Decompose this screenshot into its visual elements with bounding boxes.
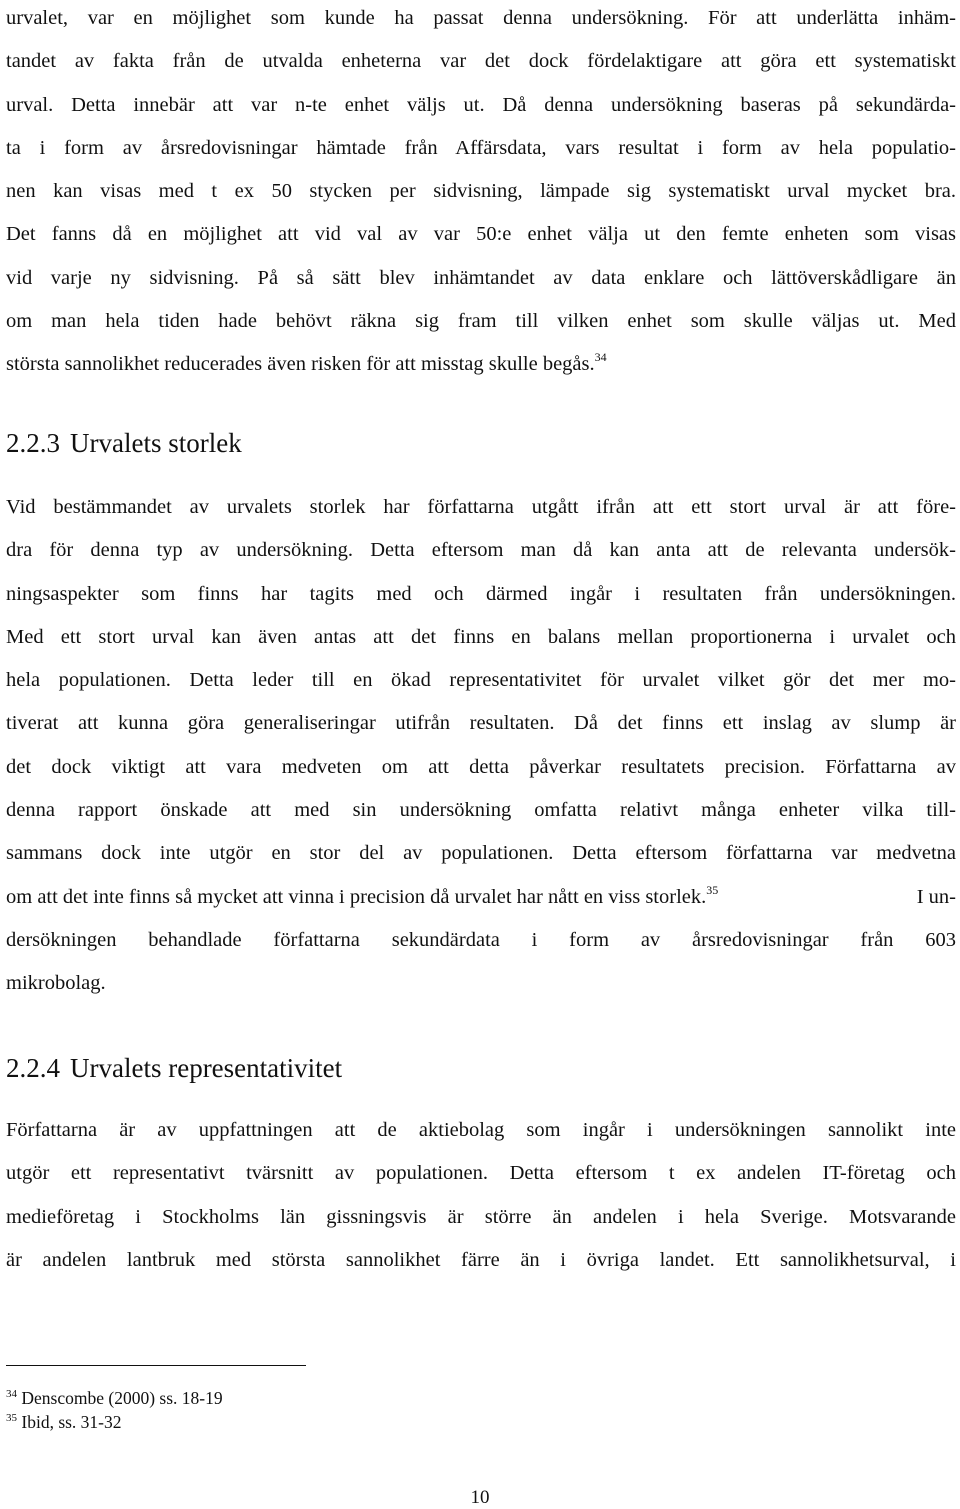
- text-line: om man hela tiden hade behövt räkna sig fram till vilken enhet som skulle väljas ut. Med: [6, 310, 956, 333]
- footnote-34: [6, 1388, 223, 1409]
- text-line: Det fanns då en möjlighet att vid val av var 50:e enhet välja ut den femte enheten som visas: [6, 223, 956, 246]
- paragraph-systematic-sampling: [6, 0, 956, 387]
- text-line: är andelen lantbruk med största sannolikhet färre än i övriga landet. Ett sannolikhetsurval, i: [6, 1248, 956, 1271]
- text-line: tiverat att kunna göra generaliseringar utifrån resultaten. Då det finns ett inslag av slump är: [6, 712, 956, 735]
- text-fragment-before-ref: om att det inte finns så mycket att vinna i precision då urvalet har nått en viss storlek.: [6, 885, 707, 908]
- text-line: ningsaspekter som finns har tagits med och därmed ingår i resultaten från undersökningen.: [6, 582, 956, 605]
- section-heading-2-2-4: [6, 1053, 342, 1084]
- text-line: urvalet, var en möjlighet som kunde ha passat denna undersökning. För att underlätta inhäm-: [6, 7, 956, 29]
- paragraph-sample-size: [6, 486, 956, 1006]
- text-line: mikrobolag.: [6, 972, 106, 995]
- footnote-text: Denscombe (2000) ss. 18-19: [21, 1388, 223, 1408]
- footnote-number: 35: [6, 1412, 17, 1424]
- text-line: Författarna är av uppfattningen att de aktiebolag som ingår i undersökningen sannolikt inte: [6, 1119, 956, 1141]
- text-line: vid varje ny sidvisning. På så sätt blev inhämtandet av data enklare och lättöverskådligare än: [6, 266, 956, 289]
- text-line: Vid bestämmandet av urvalets storlek har författarna utgått ifrån att ett stort urval är att före-: [6, 496, 956, 518]
- text-line: medieföretag i Stockholms län gissningsvis är större än andelen i hela Sverige. Motsvarande: [6, 1205, 956, 1228]
- section-heading-2-2-3: [6, 428, 242, 459]
- heading-number: 2.2.3: [6, 428, 60, 458]
- text-line: utgör ett representativt tvärsnitt av populationen. Detta eftersom t ex andelen IT-företag och: [6, 1162, 956, 1185]
- text-fragment: [6, 876, 718, 919]
- heading-title: Urvalets representativitet: [70, 1053, 343, 1083]
- footnote-divider: [6, 1365, 306, 1366]
- footnote-ref: 35: [706, 882, 719, 897]
- heading-number: 2.2.4: [6, 1053, 60, 1083]
- text-fragment: största sannolikhet reducerades även risken för att misstag skulle begås.: [6, 353, 595, 376]
- text-line: dra för denna typ av undersökning. Detta eftersom man då kan anta att de relevanta undersök-: [6, 539, 956, 562]
- text-fragment-after-ref: I un-: [916, 885, 956, 908]
- footnote-text: Ibid, ss. 31-32: [21, 1412, 122, 1432]
- text-line: det dock viktigt att vara medveten om att detta påverkar resultatets precision. Författarna av: [6, 755, 956, 778]
- text-line: nen kan visas med t ex 50 stycken per sidvisning, lämpade sig systematiskt urval mycket bra.: [6, 180, 956, 203]
- text-line: hela populationen. Detta leder till en ökad representativitet för urvalet vilket gör det mer mo-: [6, 669, 956, 692]
- paragraph-representativeness: [6, 1109, 956, 1282]
- footnote-ref: 34: [594, 350, 607, 365]
- text-line: dersökningen behandlade författarna sekundärdata i form av årsredovisningar från 603: [6, 928, 956, 951]
- text-line: ta i form av årsredovisningar hämtade från Affärsdata, vars resultat i form av hela populatio-: [6, 136, 956, 159]
- text-line: tandet av fakta från de utvalda enheterna var det dock fördelaktigare att göra ett systematiskt: [6, 50, 956, 73]
- text-line: Med ett stort urval kan även antas att det finns en balans mellan proportionerna i urvalet och: [6, 625, 956, 648]
- footnote-35: [6, 1412, 122, 1433]
- text-line: [6, 876, 956, 919]
- text-line: urval. Detta innebär att var n-te enhet väljs ut. Då denna undersökning baseras på sekundärda-: [6, 93, 956, 116]
- footnote-number: 34: [6, 1388, 17, 1400]
- heading-title: Urvalets storlek: [70, 428, 242, 458]
- page-number: 10: [470, 1487, 490, 1508]
- text-line: denna rapport önskade att med sin undersökning omfatta relativt många enheter vilka till-: [6, 799, 956, 822]
- text-line: sammans dock inte utgör en stor del av populationen. Detta eftersom författarna var medvetna: [6, 842, 956, 865]
- text-line: [6, 343, 956, 386]
